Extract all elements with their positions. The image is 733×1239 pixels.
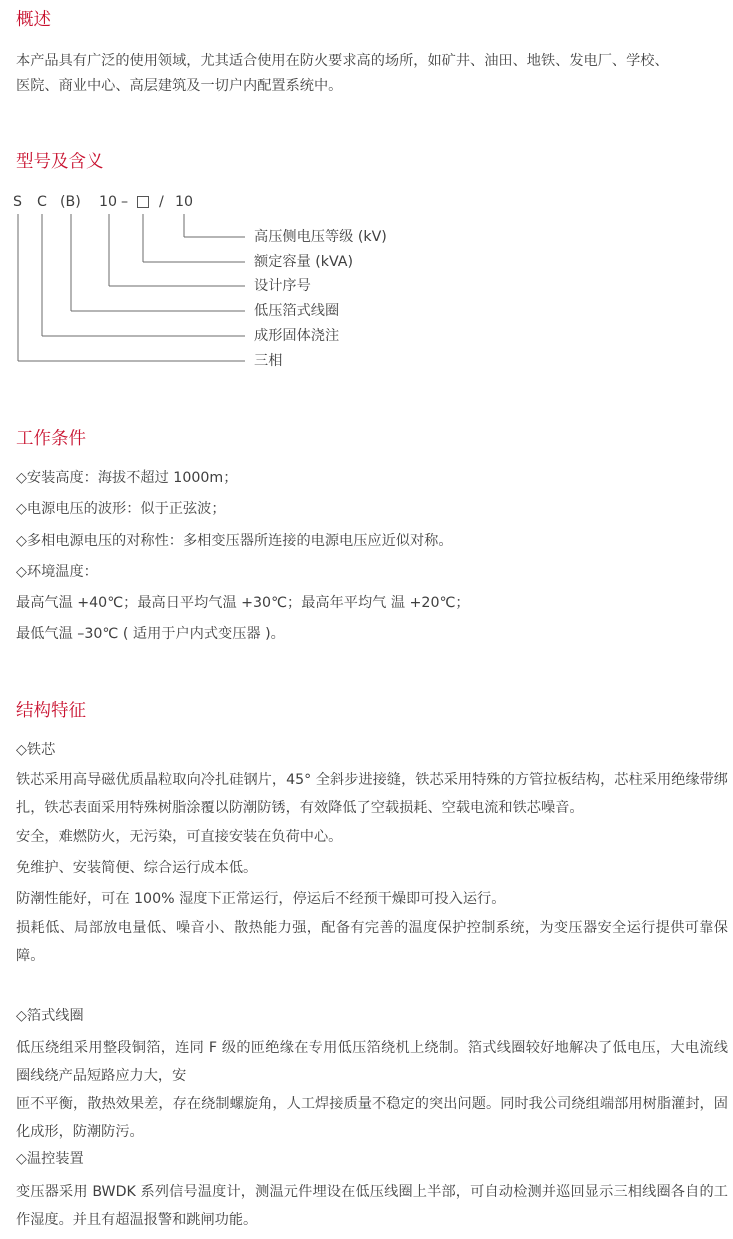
overview-line-1: 本产品具有广泛的使用领域，尤其适合使用在防火要求高的场所，如矿井、油田、地铁、发电厂、学校、 [16, 53, 669, 69]
overview-line-2: 医院、商业中心、高层建筑及一切户内配置系统中。 [16, 78, 343, 94]
conditions-title: 工作条件 [16, 429, 86, 449]
model-diagram-lines [0, 192, 733, 377]
core-paragraph-5: 损耗低、局部放电量低、噪音小、散热能力强，配备有完善的温度保护控制系统，为变压器安全运行提供可靠保障。 [16, 920, 728, 964]
core-heading: ◇铁芯 [16, 742, 56, 758]
code-design-number: 10 [99, 194, 118, 210]
label-rated-capacity: 额定容量 (kVA) [254, 254, 354, 270]
code-capacity-box [137, 196, 149, 208]
code-dash: – [121, 194, 129, 210]
code-voltage: 10 [175, 194, 194, 210]
code-c: C [37, 194, 47, 210]
temp-paragraph-1: 变压器采用 BWDK 系列信号温度计，测温元件埋设在低压线圈上半部，可自动检测并巡回显示三相线圈各自的工作湿度。并且有超温报警和跳闸功能。 [16, 1184, 728, 1228]
model-code-diagram [0, 192, 733, 377]
condition-ambient: ◇环境温度： [16, 564, 98, 580]
foil-paragraph-2: 匝不平衡，散热效果差，存在绕制螺旋角，人工焊接质量不稳定的突出问题。同时我公司绕组端部用树脂灌封，固化成形，防潮防污。 [16, 1096, 728, 1140]
foil-paragraph-1: 低压绕组采用整段铜箔，连同 F 级的匝绝缘在专用低压箔绕机上绕制。箔式线圈较好地解决了低电压，大电流线圈线绕产品短路应力大，安 [16, 1040, 728, 1084]
core-paragraph-1: 铁芯采用高导磁优质晶粒取向冷扎硅钢片，45° 全斜步进接缝，铁芯采用特殊的方管拉板结构，芯柱采用绝缘带绑扎，铁芯表面采用特殊树脂涂覆以防潮防锈，有效降低了空载损耗、空载电流和铁芯噪音。 [16, 772, 728, 816]
foil-heading: ◇箔式线圈 [16, 1008, 84, 1024]
label-three-phase: 三相 [254, 353, 283, 369]
core-paragraph-4: 防潮性能好，可在 100% 湿度下正常运行，停运后不经预干燥即可投入运行。 [16, 891, 506, 907]
condition-symmetry: ◇多相电源电压的对称性：多相变压器所连接的电源电压应近似对称。 [16, 533, 453, 549]
label-lv-foil-coil: 低压箔式线圈 [254, 303, 340, 319]
structure-title: 结构特征 [16, 701, 86, 721]
code-slash: / [159, 194, 164, 210]
condition-max-temp: 最高气温 +40℃；最高日平均气温 +30℃；最高年平均气 温 +20℃； [16, 595, 470, 611]
condition-min-temp: 最低气温 –30℃ ( 适用于户内式变压器 )。 [16, 626, 285, 642]
label-hv-voltage: 高压侧电压等级 (kV) [254, 229, 387, 245]
model-title: 型号及含义 [16, 152, 104, 172]
code-s: S [13, 194, 23, 210]
core-paragraph-2: 安全，难燃防火，无污染，可直接安装在负荷中心。 [16, 829, 343, 845]
condition-altitude: ◇安装高度：海拔不超过 1000m； [16, 470, 238, 486]
temp-heading: ◇温控装置 [16, 1151, 84, 1167]
overview-title: 概述 [16, 10, 51, 30]
label-cast-resin: 成形固体浇注 [254, 328, 340, 344]
label-design-number: 设计序号 [254, 278, 311, 294]
condition-waveform: ◇电源电压的波形：似于正弦波； [16, 501, 226, 517]
code-b: (B) [60, 194, 81, 210]
core-paragraph-3: 免维护、安装简便、综合运行成本低。 [16, 860, 258, 876]
